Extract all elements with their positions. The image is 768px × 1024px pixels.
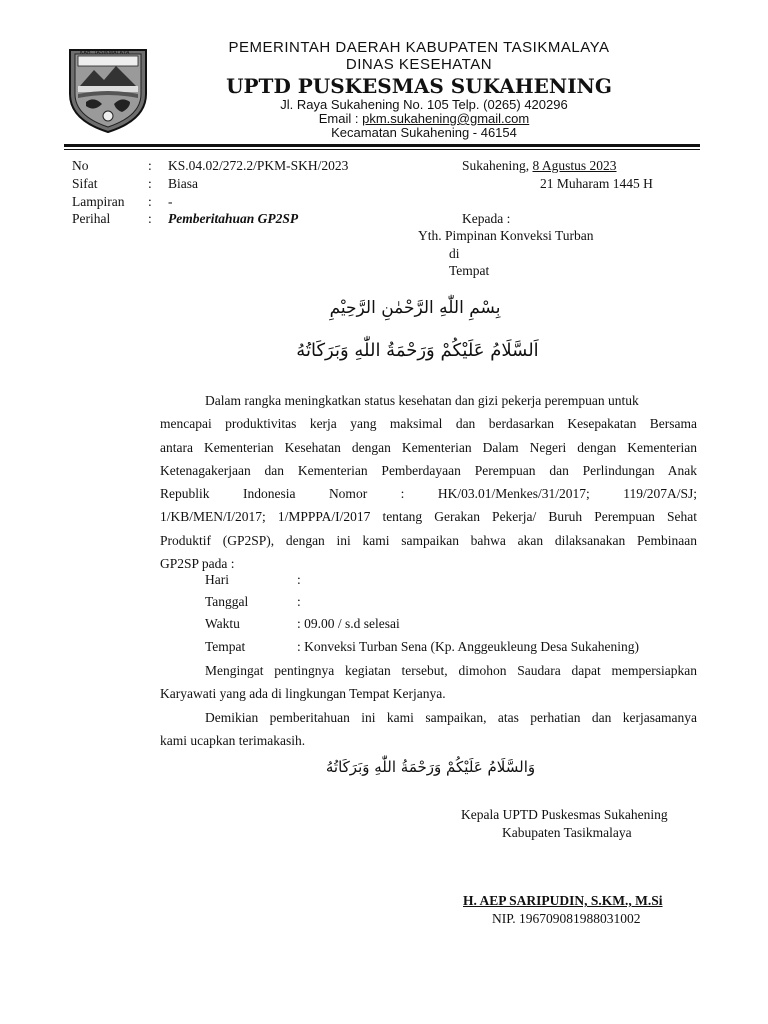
- salam-calligraphy: اَلسَّلَامُ عَلَيْكُمْ وَرَحْمَةُ اللّٰهِ وَبَرَكَاتُهُ: [296, 340, 539, 361]
- body-paragraph-3: [160, 706, 697, 753]
- recipient-kepada: Kepada :: [462, 211, 511, 226]
- schedule-tempat-label: Tempat: [205, 639, 246, 654]
- closing-salam-calligraphy: وَالسَّلَامُ عَلَيْكُمْ وَرَحْمَةُ اللّٰهِ وَبَرَكَاتُهُ: [325, 758, 536, 776]
- kop-divider-thick: [64, 144, 700, 147]
- meta-no-value: KS.04.02/272.2/PKM-SKH/2023: [168, 158, 349, 173]
- kop-line-dinas: DINAS KESEHATAN: [345, 56, 493, 73]
- schedule-tanggal-label: Tanggal: [205, 594, 249, 609]
- kop-email: [0, 111, 768, 126]
- meta-lampiran-value: -: [168, 194, 173, 209]
- schedule-waktu-value: : 09.00 / s.d selesai: [297, 616, 400, 631]
- signature-title-2: Kabupaten Tasikmalaya: [502, 825, 632, 840]
- kop-divider-thin: [64, 149, 700, 150]
- body-paragraph-2: [160, 659, 697, 706]
- meta-no-label: No: [72, 158, 89, 173]
- meta-lampiran-colon: :: [148, 194, 152, 209]
- schedule-tanggal-value: :: [297, 594, 301, 609]
- body-line: Produktif (GP2SP), dengan ini kami sampaikan bahwa akan dilaksanakan Pembinaan: [160, 532, 697, 548]
- meta-perihal-value: Pemberitahuan GP2SP: [168, 211, 299, 226]
- signature-name: H. AEP SARIPUDIN, S.KM., M.Si: [463, 893, 663, 908]
- body-line: GP2SP pada :: [160, 556, 235, 572]
- letterhead: [0, 0, 768, 150]
- schedule-hari-label: Hari: [205, 572, 229, 587]
- meta-lampiran-label: Lampiran: [72, 194, 125, 209]
- body-line: kami ucapkan terimakasih.: [160, 733, 306, 749]
- signature-nip: NIP. 196709081988031002: [492, 911, 641, 926]
- meta-perihal-label: Perihal: [72, 211, 111, 226]
- email-link[interactable]: pkm.sukahening@gmail.com: [362, 111, 530, 126]
- kop-line-government: PEMERINTAH DAERAH KABUPATEN TASIKMALAYA: [228, 39, 610, 56]
- body-line: Karyawati yang ada di lingkungan Tempat Kerjanya.: [160, 686, 446, 702]
- kop-address: Jl. Raya Sukahening No. 105 Telp. (0265) 420296: [280, 97, 568, 112]
- recipient-tempat: Tempat: [449, 263, 490, 278]
- body-line: Republik Indonesia Nomor : HK/03.01/Menkes/31/2017; 119/207A/SJ;: [160, 486, 697, 502]
- kop-line-uptd: UPTD PUSKESMAS SUKAHENING: [226, 74, 612, 98]
- body-line: Mengingat pentingnya kegiatan tersebut, dimohon Saudara dapat mempersiapkan: [205, 663, 697, 678]
- date-line: [462, 158, 617, 174]
- basmalah-calligraphy: بِسْمِ اللّٰهِ الرَّحْمٰنِ الرَّحِيْمِ: [329, 298, 501, 318]
- recipient-yth: Yth. Pimpinan Konveksi Turban: [418, 228, 594, 243]
- body-paragraph-1: [160, 389, 697, 575]
- meta-sifat-label: Sifat: [72, 176, 98, 191]
- recipient-di: di: [449, 246, 460, 261]
- email-label: Email :: [318, 111, 363, 126]
- body-line: mencapai produktivitas kerja yang maksimal dan berdasarkan Kesepakatan Bersama: [160, 416, 697, 432]
- body-line: 1/KB/MEN/I/2017; 1/MPPPA/I/2017 tentang Gerakan Pekerja/ Buruh Perempuan Sehat: [160, 509, 697, 525]
- date-place: Sukahening,: [462, 158, 533, 173]
- date-gregorian: 8 Agustus 2023: [532, 158, 617, 173]
- schedule-tempat-value: : Konveksi Turban Sena (Kp. Anggeukleung Desa Sukahening): [297, 639, 639, 654]
- meta-no-colon: :: [148, 158, 152, 173]
- schedule-waktu-label: Waktu: [205, 616, 240, 631]
- kop-district: Kecamatan Sukahening - 46154: [331, 125, 517, 140]
- schedule-hari-value: :: [297, 572, 301, 587]
- body-line: Demikian pemberitahuan ini kami sampaikan, atas perhatian dan kerjasamanya: [205, 710, 697, 725]
- signature-title-1: Kepala UPTD Puskesmas Sukahening: [461, 807, 668, 822]
- body-line: Dalam rangka meningkatkan status kesehatan dan gizi pekerja perempuan untuk: [205, 393, 639, 408]
- meta-sifat-colon: :: [148, 176, 152, 191]
- body-line: antara Kementerian Kesehatan dengan Kementerian Dalam Negeri dengan Kementerian: [160, 439, 697, 455]
- body-line: Ketenagakerjaan dan Kementerian Pemberdayaan Perempuan dan Perlindungan Anak: [160, 462, 697, 478]
- meta-perihal-colon: :: [148, 211, 152, 226]
- date-hijri: 21 Muharam 1445 H: [540, 176, 653, 191]
- meta-sifat-value: Biasa: [168, 176, 198, 191]
- logo-caption: KAB. TASIKMALAYA: [80, 50, 130, 56]
